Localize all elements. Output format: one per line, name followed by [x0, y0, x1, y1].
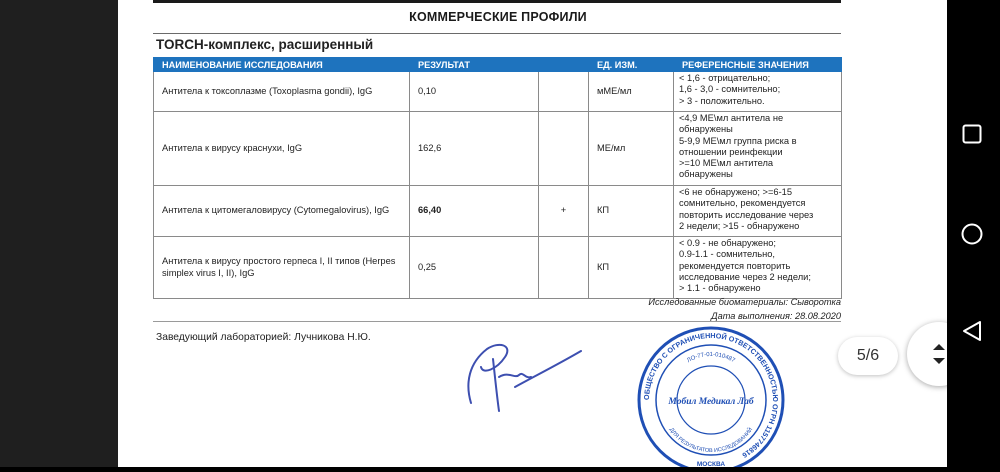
column-header-result: РЕЗУЛЬТАТ — [410, 58, 539, 72]
test-result: 0,10 — [410, 72, 539, 112]
reference-values — [674, 186, 842, 237]
reference-values — [674, 237, 842, 299]
home-button[interactable] — [953, 210, 993, 258]
test-flag — [539, 112, 589, 186]
stamp-company-name: Мобил Медикал Лаб — [668, 397, 754, 407]
test-result: 0,25 — [410, 237, 539, 299]
test-unit: МЕ/мл — [589, 112, 674, 186]
column-header-reference: РЕФЕРЕНСНЫЕ ЗНАЧЕНИЯ — [674, 58, 842, 72]
test-flag: + — [539, 186, 589, 237]
document-title: КОММЕРЧЕСКИЕ ПРОФИЛИ — [409, 10, 587, 24]
reference-line: <4,9 МЕ\мл антитела не — [679, 113, 784, 123]
reference-line: <6 не обнаружено; >=6-15 — [679, 187, 793, 197]
system-navigation-bar — [947, 0, 1000, 467]
reference-line: повторить исследование через — [679, 209, 814, 220]
stamp-city: МОСКВА — [696, 461, 726, 468]
svg-text:ОБЩЕСТВО С ОГРАНИЧЕННОЙ ОТВЕТС — [642, 331, 780, 460]
table-header-row — [154, 58, 842, 72]
reference-line: 1,6 - 3,0 - сомнительно; — [679, 84, 781, 95]
column-header-flag — [539, 58, 589, 72]
reference-line: > 1.1 - обнаружено — [679, 283, 761, 294]
test-result: 162,6 — [410, 112, 539, 186]
reference-line: > 3 - положительно. — [679, 95, 765, 106]
table-row — [154, 112, 842, 186]
results-table — [153, 57, 842, 299]
stamp-outer-text: ОБЩЕСТВО С ОГРАНИЧЕННОЙ ОТВЕТСТВЕННОСТЬЮ ОГРН 1157746816 — [641, 330, 781, 460]
handwritten-signature — [453, 325, 593, 425]
top-border-line — [153, 0, 841, 3]
document-page — [118, 0, 947, 467]
test-flag — [539, 72, 589, 112]
column-header-unit: ЕД. ИЗМ. — [589, 58, 674, 72]
footer-divider — [153, 321, 841, 322]
reference-values — [674, 72, 842, 112]
company-stamp — [636, 325, 786, 467]
section-title: TORCH-комплекс, расширенный — [156, 37, 374, 52]
reference-line: обнаружены — [679, 124, 733, 135]
test-result: 66,40 — [410, 186, 539, 237]
stamp-license-text: ЛО-77-01-010487 — [686, 351, 736, 365]
reference-values — [674, 112, 842, 186]
svg-text:ЛО-77-01-010487 — [686, 352, 736, 364]
reference-line: рекомендуется повторить — [679, 260, 791, 271]
table-row — [154, 72, 842, 112]
back-button[interactable] — [953, 307, 993, 355]
reference-line: обнаружены — [679, 169, 733, 180]
reference-line: сомнительно, рекомендуется — [679, 198, 806, 209]
test-unit: мМЕ/мл — [589, 72, 674, 112]
chevron-down-icon — [933, 358, 945, 364]
table-row — [154, 186, 842, 237]
recent-apps-button[interactable] — [953, 110, 993, 158]
reference-line: 5-9,9 МЕ\мл группа риска в — [679, 135, 797, 146]
test-unit: КП — [589, 186, 674, 237]
test-flag — [539, 237, 589, 299]
reference-line: исследование через 2 недели; — [679, 271, 811, 282]
test-name: Антитела к токсоплазме (Toxoplasma gondii), IgG — [154, 72, 410, 112]
reference-line: отношении реинфекции — [679, 146, 783, 157]
svg-text:ДЛЯ РЕЗУЛЬТАТОВ ИССЛЕДОВАНИЙ — [668, 426, 754, 454]
page-indicator: 5/6 — [838, 337, 898, 375]
reference-line: < 1,6 - отрицательно; — [679, 73, 771, 83]
reference-line: < 0.9 - не обнаружено; — [679, 238, 776, 248]
table-row — [154, 237, 842, 299]
test-name: Антитела к вирусу краснухи, IgG — [154, 112, 410, 186]
title-divider — [153, 33, 841, 34]
stamp-purpose-text: ДЛЯ РЕЗУЛЬТАТОВ ИССЛЕДОВАНИЙ — [667, 426, 755, 455]
column-header-name: НАИМЕНОВАНИЕ ИССЛЕДОВАНИЯ — [154, 58, 410, 72]
lab-head-signature-line: Заведующий лабораторией: Лучникова Н.Ю. — [156, 332, 371, 343]
test-unit: КП — [589, 237, 674, 299]
test-name: Антитела к цитомегаловирусу (Cytomegalovirus), IgG — [154, 186, 410, 237]
reference-line: 0.9-1.1 - сомнительно, — [679, 249, 776, 260]
reference-line: 2 недели; >15 - обнаружено — [679, 220, 800, 231]
biomaterials-note: Исследованные биоматериалы: Сыворотка — [648, 297, 841, 307]
completion-date: Дата выполнения: 28.08.2020 — [711, 311, 841, 321]
reference-line: >=10 МЕ\мл антитела — [679, 158, 774, 169]
test-name: Антитела к вирусу простого герпеса I, II типов (Herpes simplex virus I, II), IgG — [154, 237, 410, 299]
chevron-up-icon — [933, 344, 945, 350]
